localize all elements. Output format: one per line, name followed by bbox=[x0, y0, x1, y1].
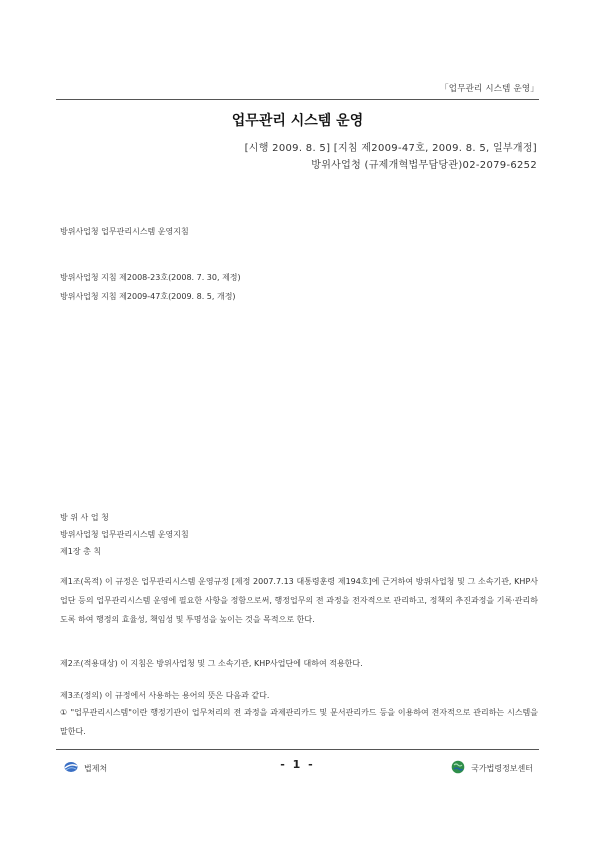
footer-source bbox=[451, 760, 533, 776]
footer-left-label: 법제처 bbox=[84, 763, 108, 773]
article-3-definitions: 제3조(정의) 이 규정에서 사용하는 용어의 뜻은 다음과 같다. bbox=[60, 691, 270, 700]
responsible-department: 방위사업청 (규제개혁법무담당관)02-2079-6252 bbox=[311, 160, 537, 171]
body-doc-name: 방위사업청 업무관리시스템 운영지침 bbox=[60, 530, 189, 539]
page-title: 업무관리 시스템 운영 bbox=[231, 113, 364, 129]
intro-doc-name: 방위사업청 업무관리시스템 운영지침 bbox=[60, 227, 189, 236]
history-entry: 방위사업청 지침 제2008-23호(2008. 7. 30, 제정) bbox=[60, 273, 241, 282]
footer-right-label: 국가법령정보센터 bbox=[471, 763, 533, 773]
history-entry: 방위사업청 지침 제2009-47호(2009. 8. 5, 개정) bbox=[60, 292, 236, 301]
enforcement-info: [시행 2009. 8. 5] [지침 제2009-47호, 2009. 8. 5, 일부개정] bbox=[244, 143, 537, 154]
article-2-scope: 제2조(적용대상) 이 지침은 방위사업청 및 그 소속기관, KHP사업단에 대하여 적용한다. bbox=[60, 659, 363, 668]
globe-logo-icon bbox=[451, 760, 465, 776]
header-divider bbox=[56, 99, 539, 100]
agency-name: 방 위 사 업 청 bbox=[60, 513, 109, 522]
article-1-purpose: 제1조(목적) 이 규정은 업무관리시스템 운영규정 [제정 2007.7.13 대통령훈령 제194호]에 근거하여 방위사업청 및 그 소속기관, KHP사업단 등의 업무관리시스템 운영에 필요한 사항을 정함으로써, 행정업무의 전 과정을 전자적으로 관리하고, 정책의 추진과정을 기록·관리하도록 하여 행정의 효율성, 책임성 및 투명성을 높이는 것을 목적으로 한다. bbox=[60, 577, 538, 624]
chapter-heading: 제1장 총 칙 bbox=[60, 547, 102, 556]
definition-item-1: ① "업무관리시스템"이란 행정기관이 업무처리의 전 과정을 과제관리카드 및 문서관리카드 등을 이용하여 전자적으로 관리하는 시스템을 말한다. bbox=[60, 708, 538, 736]
footer-divider bbox=[56, 749, 539, 750]
page-number: - 1 - bbox=[280, 758, 315, 771]
running-header-tag: 「업무관리 시스템 운영」 bbox=[440, 84, 539, 94]
